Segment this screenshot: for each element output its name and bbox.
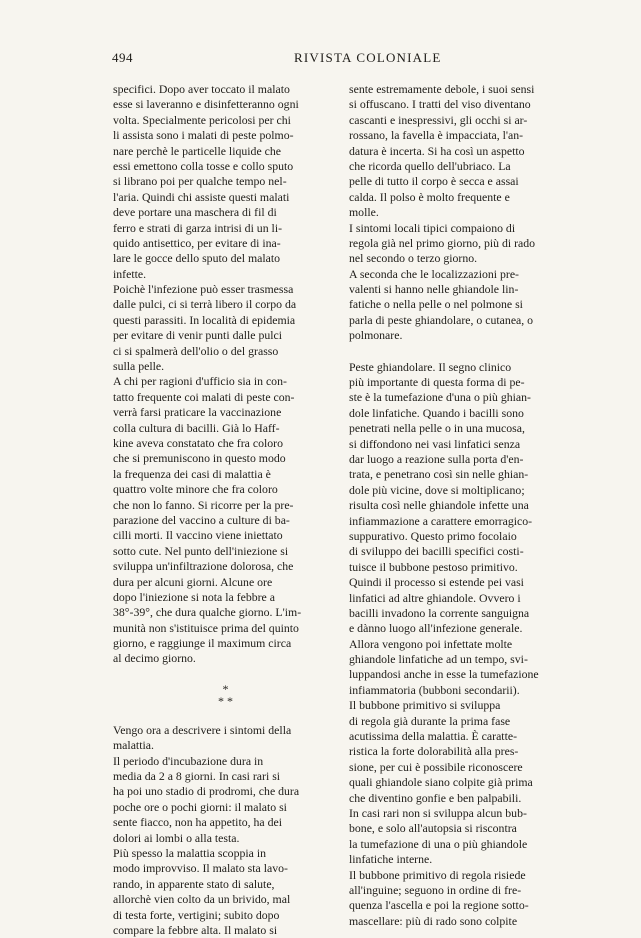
text-line: infiammatoria (bubboni secondarii). <box>349 682 520 697</box>
left-column <box>113 82 338 938</box>
text-line: risulta così nelle ghiandole infette una <box>349 498 529 513</box>
text-line: kine aveva constatato che fra coloro <box>113 435 283 450</box>
text-line: I sintomi locali tipici compaiono di <box>349 220 516 235</box>
text-line: dura per alcuni giorni. Alcune ore <box>113 574 273 589</box>
text-line: all'inguine; seguono in ordine di fre- <box>349 882 522 897</box>
section-separator <box>113 683 338 707</box>
text-line: ci si spalmerà dell'olio o del grasso <box>113 343 279 358</box>
text-line: sione, per cui è possibile riconoscere <box>349 759 523 774</box>
text-line: In casi rari non si sviluppa alcun bub- <box>349 805 527 820</box>
text-line: nel secondo o terzo giorno. <box>349 251 478 266</box>
text-line: che diventino gonfie e ben palpabili. <box>349 790 522 805</box>
paragraph <box>349 267 574 344</box>
text-line: quenza l'ascella e poi la regione sotto- <box>349 898 529 913</box>
text-line: malattia. <box>113 738 154 753</box>
text-line: mascellare: più di rado sono colpite <box>349 913 518 928</box>
text-line: dar luogo a reazione sulla porta d'en- <box>349 451 524 466</box>
text-line: di testa forte, vertigini; subito dopo <box>113 907 280 922</box>
text-line: per evitare di venir punti dalle pulci <box>113 328 283 343</box>
text-line: datura è incerta. Si ha così un aspetto <box>349 143 525 158</box>
text-line: la tumefazione di una o più ghiandole <box>349 836 528 851</box>
text-line: l'aria. Quindi chi assiste questi malati <box>113 189 290 204</box>
text-line: Il bubbone primitivo di regola risiede <box>349 867 526 882</box>
text-line: bacilli invadono la corrente sanguigna <box>349 605 530 620</box>
text-line: dole linfatiche. Quando i bacilli sono <box>349 405 524 420</box>
text-line: media da 2 a 8 giorni. In casi rari si <box>113 769 281 784</box>
text-line: A chi per ragioni d'ufficio sia in con- <box>113 374 287 389</box>
text-line: acutissima della malattia. È caratte- <box>349 729 518 744</box>
text-line: Poichè l'infezione può esser trasmessa <box>113 282 294 297</box>
paragraph <box>349 360 574 575</box>
text-line: sotto cute. Nel punto dell'iniezione si <box>113 543 289 558</box>
text-line: Peste ghiandolare. Il segno clinico <box>349 359 512 374</box>
text-line: sente estremamente debole, i suoi sensi <box>349 82 535 96</box>
text-line: fatiche o nella pelle o nel polmone si <box>349 297 523 312</box>
text-line: pelle di tutto il corpo è secca e assai <box>349 174 519 189</box>
text-line: 38°-39°, che dura qualche giorno. L'im- <box>113 605 302 620</box>
text-line: si librano poi per qualche tempo nel- <box>113 174 287 189</box>
text-line: dopo l'iniezione si nota la febbre a <box>113 589 275 604</box>
paragraph <box>113 282 338 374</box>
text-line: di sviluppo dei bacilli specifici costi- <box>349 544 524 559</box>
text-line: al decimo giorno. <box>113 651 196 666</box>
text-line: si diffondono nei vasi linfatici senza <box>349 436 521 451</box>
text-line: la frequenza dei casi di malattia è <box>113 466 271 481</box>
text-line: Quindi il processo si estende pei vasi <box>349 575 524 590</box>
text-line: luppandosi anche in esse la tumefazione <box>349 667 539 682</box>
text-line: modo improvviso. Il malato sta lavo- <box>113 861 288 876</box>
text-line: infiammazione a carattere emorragico- <box>349 513 533 528</box>
paragraph <box>349 698 574 867</box>
text-line: ha poi uno stadio di prodromi, che dura <box>113 784 300 799</box>
text-line: giorno, e raggiunge il maximum circa <box>113 636 292 651</box>
paragraph <box>349 221 574 267</box>
paragraph <box>113 82 338 282</box>
text-line: trata, e penetrano così sin nelle ghian- <box>349 467 529 482</box>
paragraph <box>113 846 338 938</box>
text-line: quali ghiandole siano colpite già prima <box>349 775 533 790</box>
paragraph <box>113 754 338 846</box>
text-line: colla cultura di bacilli. Già lo Haff- <box>113 420 280 435</box>
text-line: penetrati nella pelle o in una mucosa, <box>349 421 525 436</box>
text-line: munità non s'istituisce prima del quinto <box>113 620 299 635</box>
paragraph <box>349 575 574 698</box>
paragraph <box>113 374 338 666</box>
text-line: esse si laveranno e disinfetteranno ogni <box>113 97 299 112</box>
text-line: allorchè vien colto da un brivido, mal <box>113 892 291 907</box>
text-line: Più spesso la malattia scoppia in <box>113 845 267 860</box>
text-line: si offuscano. I tratti del viso diventano <box>349 97 531 112</box>
text-line: Il bubbone primitivo si sviluppa <box>349 698 501 713</box>
text-line: sente fiacco, non ha appetito, ha dei <box>113 815 283 830</box>
text-line: regola già nel primo giorno, più di rado <box>349 235 536 250</box>
text-line: linfatiche interne. <box>349 852 433 867</box>
text-line: di regola già durante la prima fase <box>349 713 511 728</box>
text-line: bone, e solo all'autopsia si riscontra <box>349 821 517 836</box>
text-line: tatto frequente coi malati di peste con- <box>113 389 295 404</box>
text-line: quattro volte minore che fra coloro <box>113 482 278 497</box>
text-line: cascanti e inespressivi, gli occhi si ar- <box>349 112 528 127</box>
text-line: essi emettono colla tosse e collo sputo <box>113 158 294 173</box>
text-line: molle. <box>349 205 379 220</box>
text-line: linfatici ad altre ghiandole. Ovvero i <box>349 590 521 605</box>
text-line: sulla pelle. <box>113 359 165 374</box>
text-line: nare perchè le particelle liquide che <box>113 143 282 158</box>
text-line: più importante di questa forma di pe- <box>349 375 525 390</box>
text-line: li assista sono i malati di peste polmo- <box>113 128 294 143</box>
text-line: sviluppa un'infiltrazione dolorosa, che <box>113 559 294 574</box>
text-line: ristica la forte dolorabilità alla pres- <box>349 744 519 759</box>
text-line: quido antisettico, per evitare di ina- <box>113 235 281 250</box>
text-line: infette. <box>113 266 147 281</box>
text-line: specifici. Dopo aver toccato il malato <box>113 82 290 96</box>
right-column <box>349 82 574 929</box>
page-header <box>112 50 580 68</box>
paragraph <box>349 82 574 221</box>
text-line: questi parassiti. In località di epidemia <box>113 312 296 327</box>
text-line: parazione del vaccino a culture di ba- <box>113 512 290 527</box>
text-line: calda. Il polso è molto frequente e <box>349 189 510 204</box>
text-line: ghiandole linfatiche ad un tempo, svi- <box>349 652 528 667</box>
text-line: dalle pulci, ci si terrà libero il corpo da <box>113 297 297 312</box>
paragraph <box>349 868 574 930</box>
text-line: tuisce il bubbone pestoso primitivo. <box>349 559 518 574</box>
text-line: Allora vengono poi infettate molte <box>349 636 513 651</box>
text-line: verrà farsi praticare la vaccinazione <box>113 405 282 420</box>
text-line: che non lo fanno. Si ricorre per la pre- <box>113 497 294 512</box>
text-line: valenti si hanno nelle ghiandole lin- <box>349 282 519 297</box>
text-line: rando, in apparente stato di salute, <box>113 876 275 891</box>
text-line: ferro e strati di garza intrisi di un li- <box>113 220 283 235</box>
text-line: A seconda che le localizzazioni pre- <box>349 266 519 281</box>
text-line: Il periodo d'incubazione dura in <box>113 753 264 768</box>
text-line: rossano, la favella è impacciata, l'an- <box>349 128 524 143</box>
text-line: parla di peste ghiandolare, o cutanea, o <box>349 312 534 327</box>
text-line: compare la febbre alta. Il malato si <box>113 922 278 937</box>
text-line: volta. Specialmente pericolosi per chi <box>113 112 291 127</box>
text-line: e dànno luogo all'infezione generale. <box>349 621 523 636</box>
text-line: poche ore o pochi giorni: il malato si <box>113 799 287 814</box>
text-line: dole più vicine, dove si moltiplicano; <box>349 482 525 497</box>
page-number: 494 <box>112 50 133 65</box>
journal-title: RIVISTA COLONIALE <box>294 50 442 65</box>
text-line: che si premuniscono in questo modo <box>113 451 286 466</box>
text-line: cilli morti. Il vaccino viene iniettato <box>113 528 283 543</box>
separator-bottom: * * <box>218 693 233 708</box>
text-line: ste è la tumefazione d'una o più ghian- <box>349 390 531 405</box>
text-line: deve portare una maschera di fil di <box>113 205 277 220</box>
separator-top: * <box>222 681 229 696</box>
text-line: dolori ai lombi o alla testa. <box>113 830 240 845</box>
paragraph <box>113 723 338 754</box>
text-line: suppurativo. Questo primo focolaio <box>349 528 517 543</box>
text-line: polmonare. <box>349 328 403 343</box>
text-line: che ricorda quello dell'ubriaco. La <box>349 158 511 173</box>
text-line: Vengo ora a descrivere i sintomi della <box>113 722 292 737</box>
text-line: lare le gocce dello sputo del malato <box>113 251 281 266</box>
